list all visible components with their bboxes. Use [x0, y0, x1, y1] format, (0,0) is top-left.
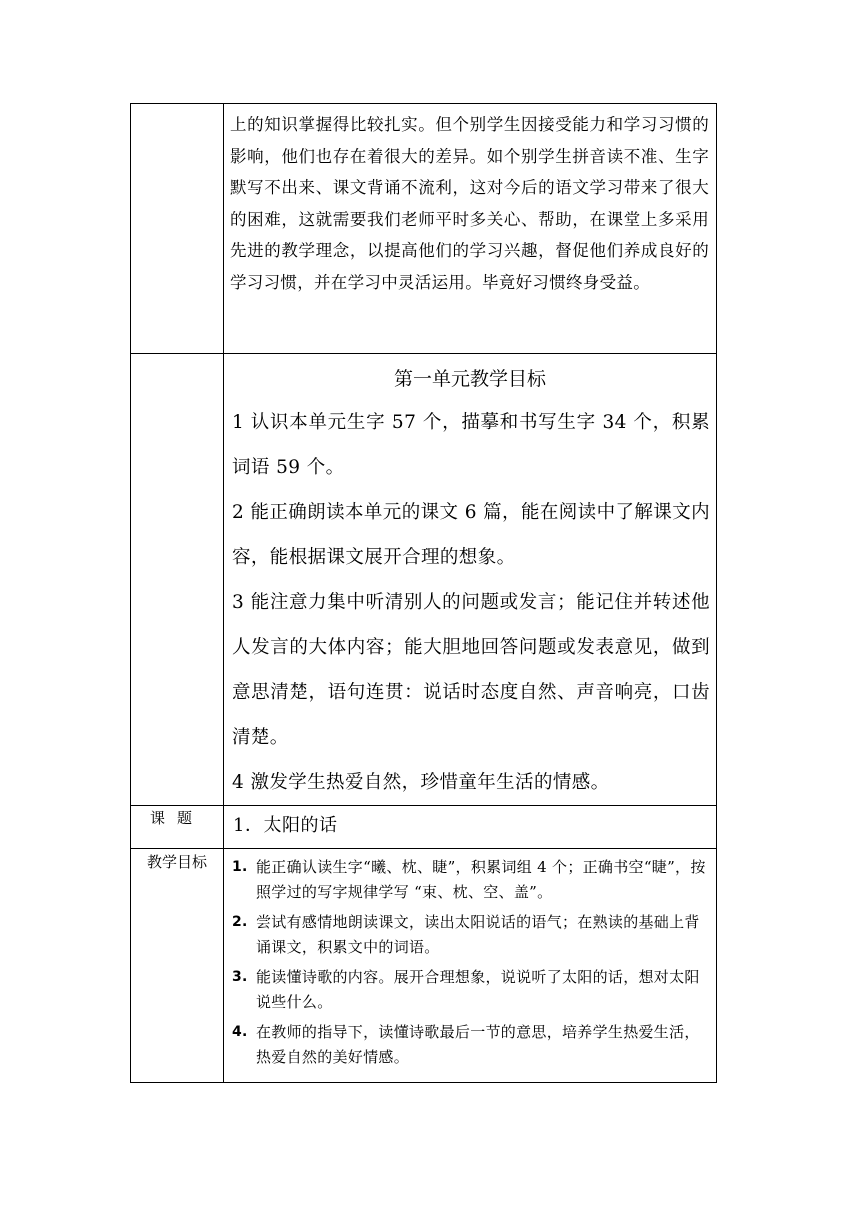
teaching-objectives-row	[131, 849, 717, 1083]
lesson-title-cell	[224, 806, 717, 849]
lesson-title-row	[131, 806, 717, 849]
objectives-label-cell	[131, 849, 224, 1083]
unit-goals-content-cell	[224, 354, 717, 806]
unit-goal-item: 3 能注意力集中听清别人的问题或发言；能记住并转述他人发言的大体内容；能大胆地回答问题或发表意见，做到意思清楚，语句连贯：说话时态度自然、声音响亮，口齿清楚。	[232, 592, 710, 748]
unit-goal-item: 4 激发学生热爱自然，珍惜童年生活的情感。	[232, 772, 610, 793]
unit-goals-label-cell	[131, 354, 224, 806]
lesson-plan-table	[130, 103, 717, 1083]
unit-goal-item: 2 能正确朗读本单元的课文 6 篇，能在阅读中了解课文内容，能根据课文展开合理的想象。	[232, 502, 710, 568]
objectives-label: 教学目标	[146, 853, 207, 871]
lesson-label-cell	[131, 806, 224, 849]
unit-goals-list	[224, 391, 716, 805]
student-analysis-row	[131, 104, 717, 354]
objective-item	[232, 910, 710, 960]
objective-number: 4.	[232, 1024, 248, 1040]
objective-item	[232, 855, 710, 905]
objective-item	[232, 965, 710, 1015]
objective-text: 在教师的指导下，读懂诗歌最后一节的意思，培养学生热爱生活，热爱自然的美好情感。	[256, 1023, 700, 1066]
analysis-paragraph: 上的知识掌握得比较扎实。但个别学生因接受能力和学习习惯的影响，他们也存在着很大的差异。如个别学生拼音读不准、生字默写不出来、课文背诵不流利，这对今后的语文学习带来了很大的困难，这就需要我们老师平时多关心、帮助，在课堂上多采用先进的教学理念，以提高他们的学习兴趣，督促他们养成良好的学习习惯，并在学习中灵活运用。毕竟好习惯终身受益。	[230, 115, 709, 292]
objective-number: 1.	[232, 859, 248, 875]
objective-text: 能正确认读生字“曦、枕、睫”，积累词组 4 个；正确书空“睫”，按照学过的写字规律学写 “束、枕、空、盖”。	[256, 858, 706, 901]
objective-number: 3.	[232, 969, 248, 985]
objective-number: 2.	[232, 914, 248, 930]
objectives-list	[224, 849, 716, 1070]
lesson-title: 1．太阳的话	[233, 815, 338, 836]
unit-goal-item: 1 认识本单元生字 57 个，描摹和书写生字 34 个，积累词语 59 个。	[232, 412, 710, 478]
objective-text: 尝试有感情地朗读课文，读出太阳说话的语气；在熟读的基础上背诵课文，积累文中的词语。	[256, 913, 700, 956]
objectives-content-cell	[224, 849, 717, 1083]
unit-goals-title: 第一单元教学目标	[393, 368, 546, 390]
unit-goals-row	[131, 354, 717, 806]
objective-text: 能读懂诗歌的内容。展开合理想象，说说听了太阳的话，想对太阳说些什么。	[256, 968, 700, 1011]
lesson-label: 课题	[149, 809, 204, 827]
analysis-label-cell	[131, 104, 224, 354]
analysis-content-cell	[224, 104, 717, 354]
objective-item	[232, 1020, 710, 1070]
